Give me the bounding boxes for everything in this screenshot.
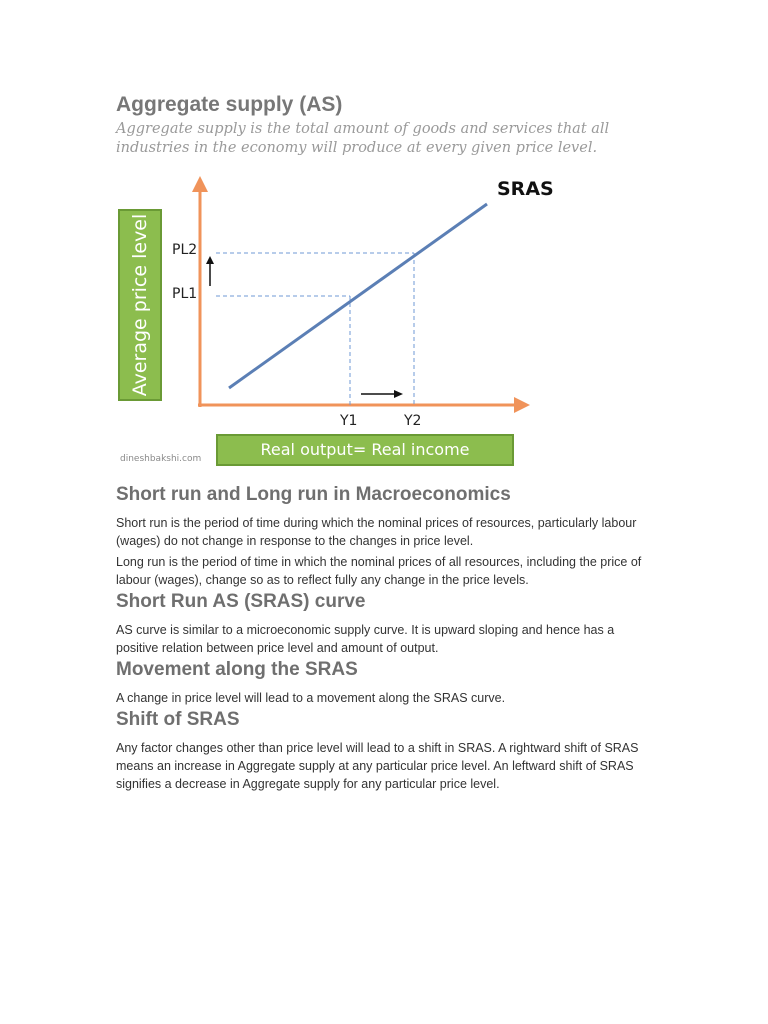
section-shift-of-sras [116,707,656,793]
y-axis-label-box [118,209,162,401]
sras-diagram [116,162,576,482]
section-heading: Short Run AS (SRAS) curve [116,591,366,612]
page-subtitle: Aggregate supply is the total amount of goods and services that all industries in the economy will produce at every given price level. [116,121,610,156]
article [116,90,656,793]
price-up-arrowhead [206,256,214,264]
section-movement-along-sras [116,657,656,707]
y2-label: Y2 [404,413,422,429]
section-heading: Short run and Long run in Macroeconomics [116,484,511,505]
pl2-label: PL2 [172,242,198,258]
paragraph: Long run is the period of time in which the nominal prices of all resources, including the price of labour (wages), change so as to reflect fully any change in the price levels. [116,555,642,587]
x-axis-label: Real output= Real income [260,440,470,459]
paragraph: A change in price level will lead to a movement along the SRAS curve. [116,691,506,705]
paragraph: AS curve is similar to a microeconomic supply curve. It is upward sloping and hence has a positive relation between price level and amount of output. [116,623,615,655]
section-short-long-run [116,482,656,589]
y-axis-label: Average price level [129,213,151,397]
section-heading: Movement along the SRAS [116,659,358,680]
y1-label: Y1 [340,413,358,429]
section-heading: Shift of SRAS [116,709,240,730]
watermark: dineshbakshi.com [120,454,202,464]
output-right-arrowhead [394,390,403,398]
paragraph: Short run is the period of time during which the nominal prices of resources, particularly labour (wages) do not change in response to the changes in price level. [116,516,637,548]
x-axis-arrowhead [514,397,530,413]
pl1-label: PL1 [172,286,198,302]
paragraph: Any factor changes other than price level will lead to a shift in SRAS. A rightward shift of SRAS means an increase in Aggregate supply at any particular price level. An leftward shift of SRAS signifies a decrease in Aggregate supply for any particular price level. [116,741,639,791]
section-sras-curve [116,589,656,657]
x-axis-label-box [216,434,514,466]
page-title: Aggregate supply (AS) [116,93,343,116]
y-axis-arrowhead [192,176,208,192]
sras-curve-label: SRAS [497,178,554,200]
